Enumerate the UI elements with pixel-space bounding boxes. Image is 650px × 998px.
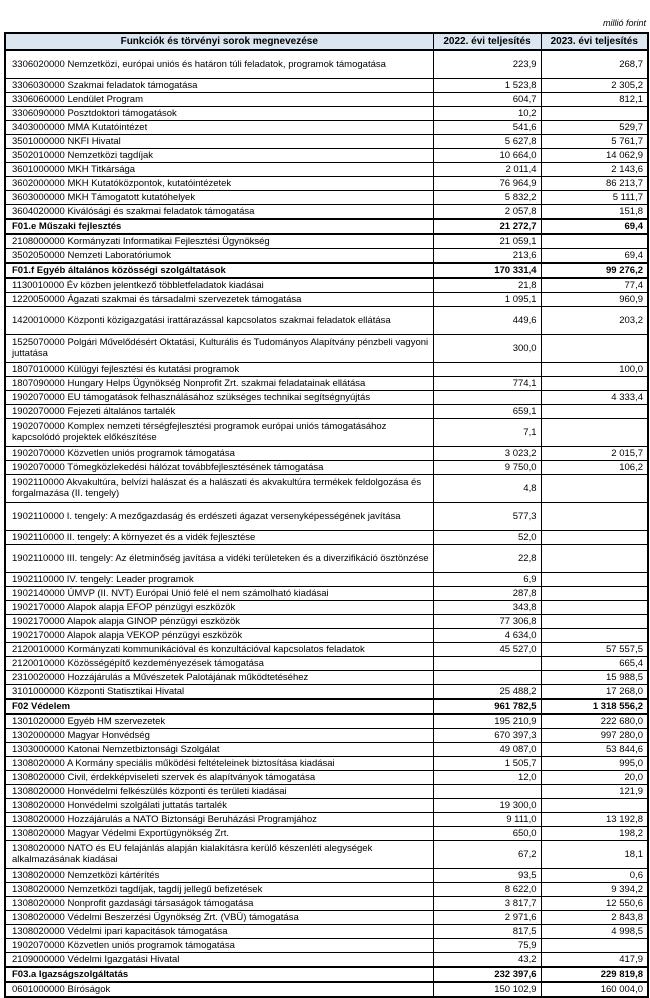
row-label: 1807090000 Hungary Helps Ügynökség Nonprofit Zrt. szakmai feladatainak ellátása	[5, 376, 433, 390]
value-2022: 5 832,2	[433, 190, 541, 204]
table-row	[5, 614, 648, 628]
value-2022: 4,8	[433, 474, 541, 502]
value-2022: 45 527,0	[433, 642, 541, 656]
value-2022: 541,6	[433, 120, 541, 134]
table-row	[5, 446, 648, 460]
value-2023: 997 280,0	[541, 728, 648, 742]
table-row	[5, 306, 648, 334]
row-label: 3601000000 MKH Titkársága	[5, 162, 433, 176]
value-2022: 6,9	[433, 572, 541, 586]
table-row	[5, 670, 648, 684]
value-2022: 1 523,8	[433, 78, 541, 92]
value-2023	[541, 628, 648, 642]
value-2023: 13 192,8	[541, 812, 648, 826]
table-row	[5, 756, 648, 770]
row-label: 1902170000 Alapok alapja GINOP pénzügyi eszközök	[5, 614, 433, 628]
value-2023: 100,0	[541, 362, 648, 376]
value-2022: 213,6	[433, 248, 541, 263]
value-2022: 9 750,0	[433, 460, 541, 474]
table-row	[5, 967, 648, 982]
value-2022: 449,6	[433, 306, 541, 334]
value-2023: 69,4	[541, 219, 648, 234]
value-2023: 812,1	[541, 92, 648, 106]
value-2022	[433, 362, 541, 376]
value-2023: 160 004,0	[541, 982, 648, 997]
table-row	[5, 728, 648, 742]
value-2023: 1 318 556,2	[541, 699, 648, 714]
table-row	[5, 148, 648, 162]
value-2023	[541, 418, 648, 446]
row-label: F03.a Igazságszolgáltatás	[5, 967, 433, 982]
row-label: 1308020000 Nemzetközi tagdíjak, tagdíj jellegű befizetések	[5, 882, 433, 896]
value-2022: 25 488,2	[433, 684, 541, 699]
value-2022	[433, 784, 541, 798]
row-label: 1420010000 Központi közigazgatási irattárazással kapcsolatos szakmai feladatok ellátása	[5, 306, 433, 334]
value-2023	[541, 376, 648, 390]
table-row	[5, 234, 648, 249]
row-label: 0601000000 Bíróságok	[5, 982, 433, 997]
value-2022: 1 095,1	[433, 292, 541, 306]
row-label: 3502010000 Nemzetközi tagdíjak	[5, 148, 433, 162]
value-2023: 2 143,6	[541, 162, 648, 176]
row-label: 1902110000 Akvakultúra, belvízi halászat és a halászati és akvakultúra termékek feldolgozása és forgalmazása (II. tengely)	[5, 474, 433, 502]
value-2022: 604,7	[433, 92, 541, 106]
value-2023	[541, 572, 648, 586]
row-label: 1308020000 Nemzetközi kártérítés	[5, 868, 433, 882]
row-label: 1308020000 A Kormány speciális működési feltételeinek biztosítása kiadásai	[5, 756, 433, 770]
value-2023: 5 111,7	[541, 190, 648, 204]
value-2023: 198,2	[541, 826, 648, 840]
table-row	[5, 530, 648, 544]
row-label: 1902170000 Alapok alapja VEKOP pénzügyi eszközök	[5, 628, 433, 642]
row-label: 1902070000 Közvetlen uniós programok támogatása	[5, 938, 433, 952]
table-row	[5, 714, 648, 729]
table-row	[5, 204, 648, 219]
value-2023: 77,4	[541, 278, 648, 293]
value-2022: 670 397,3	[433, 728, 541, 742]
table-row	[5, 390, 648, 404]
table-header-row	[5, 33, 648, 50]
value-2022: 75,9	[433, 938, 541, 952]
row-label: 1807010000 Külügyi fejlesztési és kutatási programok	[5, 362, 433, 376]
table-row	[5, 586, 648, 600]
value-2023: 69,4	[541, 248, 648, 263]
row-label: 2120010000 Kormányzati kommunikációval és konzultációval kapcsolatos feladatok	[5, 642, 433, 656]
row-label: 1308020000 Civil, érdekképviseleti szervek és alapítványok támogatása	[5, 770, 433, 784]
table-row	[5, 600, 648, 614]
row-label: 1302000000 Magyar Honvédség	[5, 728, 433, 742]
value-2023: 86 213,7	[541, 176, 648, 190]
table-row	[5, 784, 648, 798]
value-2023: 99 276,2	[541, 263, 648, 278]
column-header-2023: 2023. évi teljesítés	[541, 33, 648, 50]
row-label: 1220050000 Ágazati szakmai és társadalmi szervezetek támogatása	[5, 292, 433, 306]
value-2022	[433, 656, 541, 670]
row-label: 1308020000 Honvédelmi felkészülés központi és területi kiadásai	[5, 784, 433, 798]
table-row	[5, 78, 648, 92]
value-2023: 9 394,2	[541, 882, 648, 896]
table-row	[5, 924, 648, 938]
table-row	[5, 699, 648, 714]
value-2022: 93,5	[433, 868, 541, 882]
row-label: 1902070000 EU támogatások felhasználásához szükséges technikai segítségnyújtás	[5, 390, 433, 404]
table-row	[5, 404, 648, 418]
value-2022: 7,1	[433, 418, 541, 446]
value-2023: 151,8	[541, 204, 648, 219]
row-label: 1303000000 Katonai Nemzetbiztonsági Szolgálat	[5, 742, 433, 756]
value-2023	[541, 544, 648, 572]
value-2022: 300,0	[433, 334, 541, 362]
value-2022: 170 331,4	[433, 263, 541, 278]
value-2023: 12 550,6	[541, 896, 648, 910]
value-2022: 10,2	[433, 106, 541, 120]
table-row	[5, 292, 648, 306]
value-2023	[541, 614, 648, 628]
table-row	[5, 572, 648, 586]
value-2022: 21 059,1	[433, 234, 541, 249]
table-row	[5, 826, 648, 840]
value-2022: 659,1	[433, 404, 541, 418]
value-2023	[541, 404, 648, 418]
row-label: 1301020000 Egyéb HM szervezetek	[5, 714, 433, 729]
value-2023	[541, 938, 648, 952]
value-2023: 4 998,5	[541, 924, 648, 938]
value-2022: 5 627,8	[433, 134, 541, 148]
table-row	[5, 896, 648, 910]
table-row	[5, 248, 648, 263]
value-2022: 577,3	[433, 502, 541, 530]
table-row	[5, 882, 648, 896]
row-label: 2108000000 Kormányzati Informatikai Fejlesztési Ügynökség	[5, 234, 433, 249]
value-2022: 3 817,7	[433, 896, 541, 910]
value-2023: 2 305,2	[541, 78, 648, 92]
value-2022: 21 272,7	[433, 219, 541, 234]
value-2023	[541, 502, 648, 530]
value-2023: 0,6	[541, 868, 648, 882]
value-2023	[541, 530, 648, 544]
value-2022	[433, 670, 541, 684]
row-label: 3306020000 Nemzetközi, európai uniós és határon túli feladatok, programok támogatása	[5, 50, 433, 78]
row-label: 1902070000 Komplex nemzeti térségfejlesztési programok európai uniós támogatásához kapcsolódó projektek előkészítése	[5, 418, 433, 446]
value-2022: 43,2	[433, 952, 541, 967]
value-2022: 195 210,9	[433, 714, 541, 729]
value-2023: 5 761,7	[541, 134, 648, 148]
row-label: 1902110000 III. tengely: Az életminőség javítása a vidéki területeken és a diverzifikáció ösztönzése	[5, 544, 433, 572]
table-row	[5, 278, 648, 293]
table-row	[5, 938, 648, 952]
value-2023: 417,9	[541, 952, 648, 967]
row-label: 1308020000 Védelmi Beszerzési Ügynökség Zrt. (VBÜ) támogatása	[5, 910, 433, 924]
value-2022: 650,0	[433, 826, 541, 840]
row-label: 1902110000 IV. tengely: Leader programok	[5, 572, 433, 586]
value-2023: 995,0	[541, 756, 648, 770]
value-2022: 12,0	[433, 770, 541, 784]
table-row	[5, 162, 648, 176]
table-row	[5, 544, 648, 572]
table-row	[5, 812, 648, 826]
value-2023: 268,7	[541, 50, 648, 78]
value-2023: 57 557,5	[541, 642, 648, 656]
table-row	[5, 952, 648, 967]
budget-table	[4, 32, 649, 998]
value-2022: 52,0	[433, 530, 541, 544]
table-row	[5, 628, 648, 642]
value-2022: 49 087,0	[433, 742, 541, 756]
value-2023	[541, 474, 648, 502]
row-label: 1130010000 Év közben jelentkező többletfeladatok kiadásai	[5, 278, 433, 293]
value-2022: 4 634,0	[433, 628, 541, 642]
table-row	[5, 418, 648, 446]
row-label: F02 Védelem	[5, 699, 433, 714]
row-label: 3602000000 MKH Kutatóközpontok, kutatóintézetek	[5, 176, 433, 190]
value-2022: 2 011,4	[433, 162, 541, 176]
value-2022: 774,1	[433, 376, 541, 390]
row-label: 2109000000 Védelmi Igazgatási Hivatal	[5, 952, 433, 967]
value-2023: 20,0	[541, 770, 648, 784]
value-2022: 8 622,0	[433, 882, 541, 896]
value-2022: 22,8	[433, 544, 541, 572]
table-row	[5, 190, 648, 204]
table-row	[5, 176, 648, 190]
row-label: 1308020000 Honvédelmi szolgálati juttatás tartalék	[5, 798, 433, 812]
value-2022: 817,5	[433, 924, 541, 938]
value-2022: 21,8	[433, 278, 541, 293]
table-row	[5, 334, 648, 362]
value-2023: 229 819,8	[541, 967, 648, 982]
value-2022: 287,8	[433, 586, 541, 600]
table-row	[5, 642, 648, 656]
table-row	[5, 840, 648, 868]
value-2022: 2 057,8	[433, 204, 541, 219]
value-2022: 10 664,0	[433, 148, 541, 162]
row-label: 3403000000 MMA Kutatóintézet	[5, 120, 433, 134]
row-label: 3603000000 MKH Támogatott kutatóhelyek	[5, 190, 433, 204]
value-2023: 53 844,6	[541, 742, 648, 756]
value-2022: 77 306,8	[433, 614, 541, 628]
table-row	[5, 910, 648, 924]
table-row	[5, 474, 648, 502]
value-2022: 19 300,0	[433, 798, 541, 812]
row-label: 1902070000 Fejezeti általános tartalék	[5, 404, 433, 418]
table-row	[5, 868, 648, 882]
row-label: 3604020000 Kiválósági és szakmai feladatok támogatása	[5, 204, 433, 219]
value-2023: 2 843,8	[541, 910, 648, 924]
unit-note: millió forint	[602, 18, 646, 28]
value-2022: 76 964,9	[433, 176, 541, 190]
value-2022: 223,9	[433, 50, 541, 78]
table-body	[5, 50, 648, 997]
row-label: 1308020000 Hozzájárulás a NATO Biztonsági Beruházási Programjához	[5, 812, 433, 826]
table-row	[5, 982, 648, 997]
table-row	[5, 92, 648, 106]
row-label: 1902140000 ÚMVP (II. NVT) Európai Unió felé el nem számolható kiadásai	[5, 586, 433, 600]
column-header-functions: Funkciók és törvényi sorok megnevezése	[5, 33, 433, 50]
value-2022: 150 102,9	[433, 982, 541, 997]
row-label: 1902110000 I. tengely: A mezőgazdaság és erdészeti ágazat versenyképességének javítása	[5, 502, 433, 530]
value-2023	[541, 334, 648, 362]
value-2023: 121,9	[541, 784, 648, 798]
row-label: 1902070000 Tömegközlekedési hálózat továbbfejlesztésének támogatása	[5, 460, 433, 474]
table-row	[5, 106, 648, 120]
row-label: 3306090000 Posztdoktori támogatások	[5, 106, 433, 120]
value-2023	[541, 106, 648, 120]
row-label: 1902110000 II. tengely: A környezet és a vidék fejlesztése	[5, 530, 433, 544]
value-2023: 2 015,7	[541, 446, 648, 460]
value-2022: 1 505,7	[433, 756, 541, 770]
value-2023: 665,4	[541, 656, 648, 670]
value-2022: 67,2	[433, 840, 541, 868]
value-2023	[541, 798, 648, 812]
value-2023: 203,2	[541, 306, 648, 334]
table-row	[5, 120, 648, 134]
row-label: 3306060000 Lendület Program	[5, 92, 433, 106]
row-label: 3502050000 Nemzeti Laboratóriumok	[5, 248, 433, 263]
table-row	[5, 362, 648, 376]
value-2023	[541, 586, 648, 600]
value-2023	[541, 234, 648, 249]
value-2023: 222 680,0	[541, 714, 648, 729]
value-2023: 529,7	[541, 120, 648, 134]
row-label: F01.f Egyéb általános közösségi szolgáltatások	[5, 263, 433, 278]
value-2022: 9 111,0	[433, 812, 541, 826]
table-row	[5, 376, 648, 390]
value-2022: 232 397,6	[433, 967, 541, 982]
row-label: 1902070000 Közvetlen uniós programok támogatása	[5, 446, 433, 460]
table-row	[5, 798, 648, 812]
row-label: 1308020000 NATO és EU felajánlás alapján kialakításra kerülő készenléti alegységek alkalmazásának kiadásai	[5, 840, 433, 868]
row-label: 3306030000 Szakmai feladatok támogatása	[5, 78, 433, 92]
value-2023: 14 062,9	[541, 148, 648, 162]
value-2022	[433, 390, 541, 404]
table-row	[5, 263, 648, 278]
row-label: 1308020000 Magyar Védelmi Exportügynökség Zrt.	[5, 826, 433, 840]
row-label: 2310020000 Hozzájárulás a Művészetek Palotájának működtetéséhez	[5, 670, 433, 684]
value-2023: 960,9	[541, 292, 648, 306]
value-2023: 15 988,5	[541, 670, 648, 684]
value-2022: 343,8	[433, 600, 541, 614]
column-header-2022: 2022. évi teljesítés	[433, 33, 541, 50]
table-row	[5, 460, 648, 474]
value-2022: 961 782,5	[433, 699, 541, 714]
row-label: 1308020000 Nonprofit gazdasági társaságok támogatása	[5, 896, 433, 910]
row-label: F01.e Műszaki fejlesztés	[5, 219, 433, 234]
table-row	[5, 684, 648, 699]
table-row	[5, 219, 648, 234]
table-row	[5, 50, 648, 78]
row-label: 3501000000 NKFI Hivatal	[5, 134, 433, 148]
row-label: 3101000000 Központi Statisztikai Hivatal	[5, 684, 433, 699]
row-label: 2120010000 Közösségépítő kezdeményezések támogatása	[5, 656, 433, 670]
table-row	[5, 742, 648, 756]
table-row	[5, 134, 648, 148]
row-label: 1902170000 Alapok alapja EFOP pénzügyi eszközök	[5, 600, 433, 614]
table-row	[5, 770, 648, 784]
value-2023: 106,2	[541, 460, 648, 474]
value-2023	[541, 600, 648, 614]
value-2022: 2 971,6	[433, 910, 541, 924]
value-2022: 3 023,2	[433, 446, 541, 460]
row-label: 1308020000 Védelmi ipari kapacitások támogatása	[5, 924, 433, 938]
table-row	[5, 656, 648, 670]
row-label: 1525070000 Polgári Művelődésért Oktatási, Kulturális és Tudományos Alapítvány pénzbeli vagyoni juttatása	[5, 334, 433, 362]
value-2023: 18,1	[541, 840, 648, 868]
value-2023: 17 268,0	[541, 684, 648, 699]
value-2023: 4 333,4	[541, 390, 648, 404]
table-row	[5, 502, 648, 530]
